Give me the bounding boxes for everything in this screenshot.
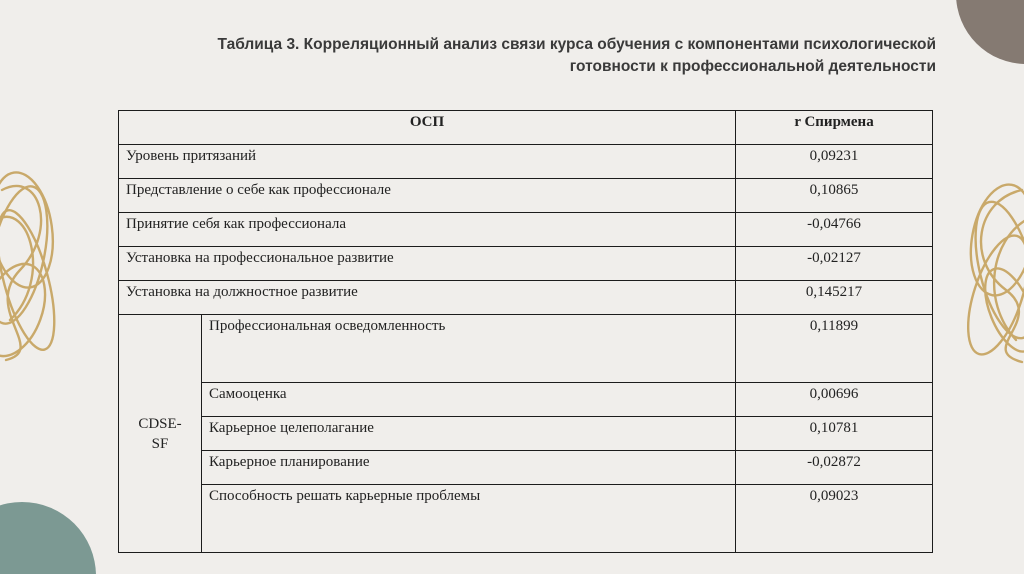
group-label-line-1: CDSE- [138, 415, 182, 432]
table-row [119, 451, 933, 485]
left-scribble-decoration [0, 160, 64, 370]
group-label-cdse-sf [119, 315, 202, 553]
page-title [100, 34, 936, 78]
row-label: Карьерное планирование [202, 451, 736, 485]
row-label: Установка на должностное развитие [119, 281, 736, 315]
row-label: Принятие себя как профессионала [119, 213, 736, 247]
row-value: -0,02872 [736, 451, 933, 485]
row-label: Профессиональная осведомленность [202, 315, 736, 383]
title-line-1: Таблица 3. Корреляционный анализ связи курса обучения с компонентами психологической [217, 36, 936, 53]
table-row [119, 281, 933, 315]
row-value: 0,09231 [736, 145, 933, 179]
table-row [119, 315, 933, 383]
brown-blob-decoration [944, 0, 1024, 66]
correlation-table [118, 110, 933, 553]
row-value: 0,10865 [736, 179, 933, 213]
row-value: 0,145217 [736, 281, 933, 315]
row-value: 0,10781 [736, 417, 933, 451]
row-label: Способность решать карьерные проблемы [202, 485, 736, 553]
row-label: Карьерное целеполагание [202, 417, 736, 451]
group-label-line-2: SF [151, 435, 169, 452]
right-scribble-decoration [956, 170, 1024, 370]
row-value: -0,04766 [736, 213, 933, 247]
row-value: -0,02127 [736, 247, 933, 281]
table-row [119, 145, 933, 179]
row-label: Самооценка [202, 383, 736, 417]
table-row [119, 179, 933, 213]
table-row [119, 417, 933, 451]
row-value: 0,11899 [736, 315, 933, 383]
title-line-2: готовности к профессиональной деятельности [569, 58, 936, 75]
row-label: Представление о себе как профессионале [119, 179, 736, 213]
row-label: Установка на профессиональное развитие [119, 247, 736, 281]
teal-blob-decoration [0, 488, 100, 574]
table-row [119, 485, 933, 553]
table-row [119, 247, 933, 281]
header-osp: ОСП [119, 111, 736, 145]
table-header-row [119, 111, 933, 145]
table-row [119, 213, 933, 247]
row-value: 0,00696 [736, 383, 933, 417]
row-label: Уровень притязаний [119, 145, 736, 179]
table-row [119, 383, 933, 417]
row-value: 0,09023 [736, 485, 933, 553]
header-spearman: r Спирмена [736, 111, 933, 145]
